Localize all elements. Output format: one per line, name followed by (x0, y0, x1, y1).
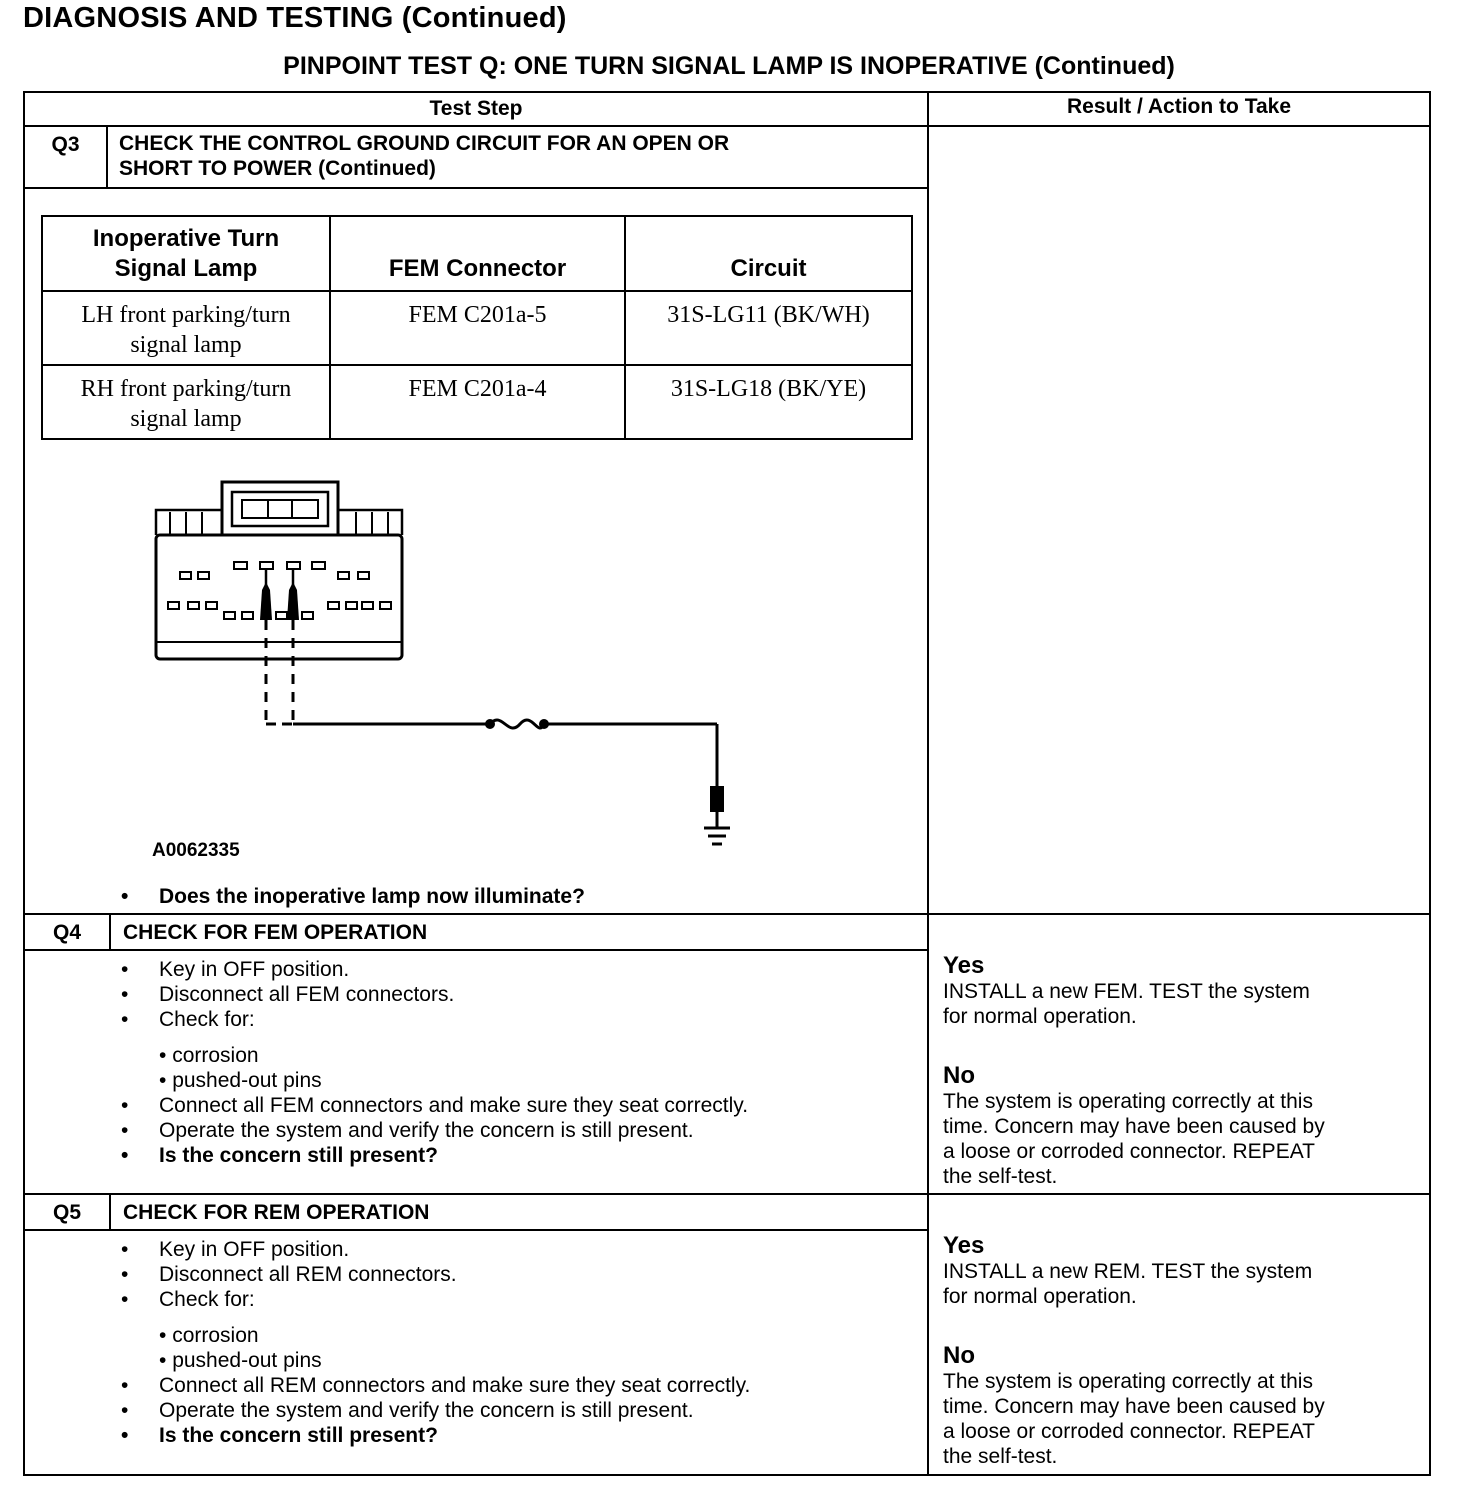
table-header-lamp: Inoperative Turn Signal Lamp (42, 216, 330, 291)
table-row (42, 291, 912, 365)
list-item: • Is the concern still present? (121, 1144, 438, 1167)
page-title: DIAGNOSIS AND TESTING (Continued) (23, 2, 567, 34)
result-text: time. Concern may have been caused by (943, 1115, 1325, 1138)
q5-result-no (943, 1343, 1423, 1469)
result-text: The system is operating correctly at this (943, 1090, 1313, 1113)
sub-list-item: • corrosion (159, 1044, 259, 1067)
step-id-q5: Q5 (52, 1201, 81, 1224)
step-id-q4: Q4 (52, 921, 81, 944)
step-title-line: SHORT TO POWER (Continued) (119, 157, 436, 180)
q3-question (121, 884, 901, 909)
step-title-line: CHECK THE CONTROL GROUND CIRCUIT FOR AN OPEN OR (119, 132, 730, 155)
result-text: time. Concern may have been caused by (943, 1395, 1325, 1418)
table-row (42, 365, 912, 439)
step-title-q4: CHECK FOR FEM OPERATION (123, 921, 428, 944)
sub-list-item: • corrosion (159, 1324, 259, 1347)
circuit-table (41, 215, 913, 440)
result-text: the self-test. (943, 1165, 1058, 1188)
connector-body (156, 535, 402, 659)
sub-list-item: • pushed-out pins (159, 1069, 322, 1092)
table-cell-lamp: RH front parking/turn signal lamp (42, 365, 330, 439)
list-item: • Check for: (121, 1288, 255, 1311)
list-item: • Key in OFF position. (121, 958, 350, 981)
result-label-yes: Yes (943, 952, 985, 979)
list-item: • Disconnect all REM connectors. (121, 1263, 457, 1286)
connector-diagram (140, 470, 760, 860)
bullet: • (121, 885, 129, 908)
table-cell-circuit: 31S-LG18 (BK/YE) (625, 365, 912, 439)
table-cell-connector: FEM C201a-5 (330, 291, 625, 365)
list-item: • Key in OFF position. (121, 1238, 350, 1261)
result-label-no: No (943, 1062, 975, 1089)
result-label-no: No (943, 1342, 975, 1369)
list-item: • Connect all REM connectors and make sure they seat correctly. (121, 1374, 751, 1397)
table-cell-lamp: LH front parking/turn signal lamp (42, 291, 330, 365)
result-text: INSTALL a new FEM. TEST the system (943, 980, 1310, 1003)
list-item: • Operate the system and verify the concern is still present. (121, 1119, 694, 1142)
q4-result-yes (943, 953, 1423, 1029)
result-text: for normal operation. (943, 1005, 1137, 1028)
q4-steps (121, 957, 921, 1168)
list-item: • Is the concern still present? (121, 1424, 438, 1447)
result-text: a loose or corroded connector. REPEAT (943, 1420, 1315, 1443)
result-text: INSTALL a new REM. TEST the system (943, 1260, 1313, 1283)
column-header-test-step: Test Step (429, 97, 523, 120)
table-cell-connector: FEM C201a-4 (330, 365, 625, 439)
q4-result-no (943, 1063, 1423, 1189)
list-item: • Disconnect all FEM connectors. (121, 983, 455, 1006)
step-title-q5: CHECK FOR REM OPERATION (123, 1201, 430, 1224)
list-item: • Check for: (121, 1008, 255, 1031)
list-item: • Operate the system and verify the concern is still present. (121, 1399, 694, 1422)
table-header-connector: FEM Connector (330, 216, 625, 291)
question-text: Does the inoperative lamp now illuminate? (159, 885, 585, 908)
pinpoint-test-title: PINPOINT TEST Q: ONE TURN SIGNAL LAMP IS INOPERATIVE (Continued) (283, 52, 1175, 80)
sub-list-item: • pushed-out pins (159, 1349, 322, 1372)
step-title-q3 (119, 131, 729, 181)
column-header-result: Result / Action to Take (1066, 95, 1292, 118)
table-header-row (42, 216, 912, 291)
result-text: a loose or corroded connector. REPEAT (943, 1140, 1315, 1163)
q5-steps (121, 1237, 921, 1448)
result-text: for normal operation. (943, 1285, 1137, 1308)
step-id-q3: Q3 (51, 133, 80, 156)
result-text: The system is operating correctly at this (943, 1370, 1313, 1393)
result-text: the self-test. (943, 1445, 1058, 1468)
figure-id: A0062335 (152, 840, 240, 861)
list-item: • Connect all FEM connectors and make sure they seat correctly. (121, 1094, 749, 1117)
result-label-yes: Yes (943, 1232, 985, 1259)
q5-result-yes (943, 1233, 1423, 1309)
table-cell-circuit: 31S-LG11 (BK/WH) (625, 291, 912, 365)
table-header-circuit: Circuit (625, 216, 912, 291)
